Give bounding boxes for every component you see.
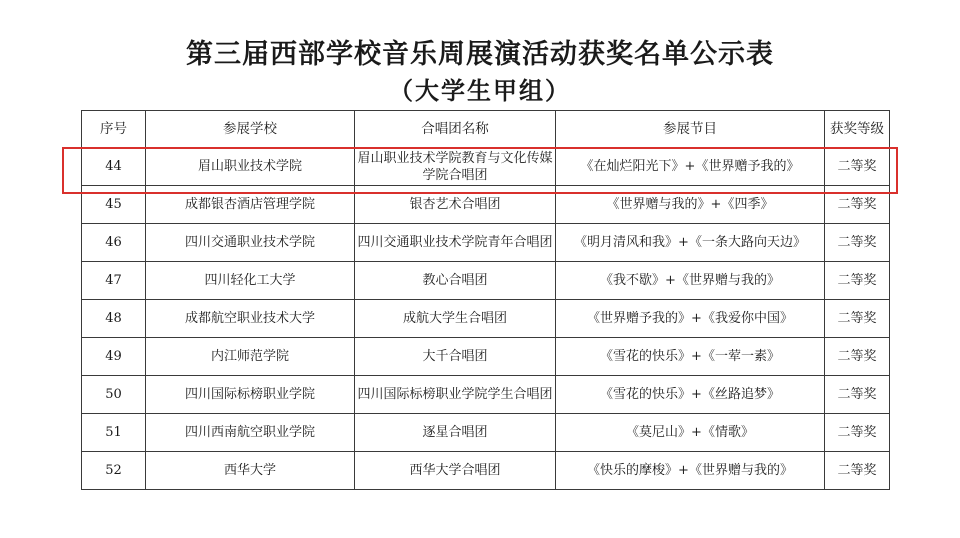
cell-award: 二等奖 bbox=[825, 452, 890, 490]
table-row bbox=[82, 300, 890, 338]
cell-choir: 成航大学生合唱团 bbox=[355, 300, 556, 338]
table-row bbox=[82, 376, 890, 414]
cell-index: 52 bbox=[82, 452, 146, 490]
cell-school: 四川西南航空职业学院 bbox=[146, 414, 355, 452]
cell-index: 44 bbox=[82, 148, 146, 186]
header-program: 参展节目 bbox=[556, 111, 825, 148]
cell-program: 《雪花的快乐》+《一荤一素》 bbox=[556, 338, 825, 376]
page-subtitle: （大学生甲组） bbox=[389, 76, 571, 105]
cell-choir: 教心合唱团 bbox=[355, 262, 556, 300]
cell-choir: 眉山职业技术学院教育与文化传媒学院合唱团 bbox=[355, 148, 556, 186]
cell-program: 《我不歇》+《世界赠与我的》 bbox=[556, 262, 825, 300]
cell-award: 二等奖 bbox=[825, 148, 890, 186]
awards-table bbox=[81, 110, 890, 490]
cell-choir: 大千合唱团 bbox=[355, 338, 556, 376]
cell-school: 四川交通职业技术学院 bbox=[146, 224, 355, 262]
cell-index: 46 bbox=[82, 224, 146, 262]
cell-school: 成都航空职业技术大学 bbox=[146, 300, 355, 338]
table-row bbox=[82, 414, 890, 452]
page-title: 第三届西部学校音乐周展演活动获奖名单公示表 bbox=[186, 39, 774, 70]
table-row bbox=[82, 186, 890, 224]
cell-award: 二等奖 bbox=[825, 376, 890, 414]
cell-index: 51 bbox=[82, 414, 146, 452]
cell-award: 二等奖 bbox=[825, 224, 890, 262]
cell-index: 48 bbox=[82, 300, 146, 338]
cell-award: 二等奖 bbox=[825, 262, 890, 300]
cell-school: 眉山职业技术学院 bbox=[146, 148, 355, 186]
table-row bbox=[82, 224, 890, 262]
cell-program: 《快乐的摩梭》+《世界赠与我的》 bbox=[556, 452, 825, 490]
cell-school: 四川轻化工大学 bbox=[146, 262, 355, 300]
cell-choir: 四川国际标榜职业学院学生合唱团 bbox=[355, 376, 556, 414]
table-row bbox=[82, 148, 890, 186]
cell-school: 西华大学 bbox=[146, 452, 355, 490]
cell-program: 《明月清风和我》+《一条大路向天边》 bbox=[556, 224, 825, 262]
cell-choir: 逐星合唱团 bbox=[355, 414, 556, 452]
header-choir: 合唱团名称 bbox=[355, 111, 556, 148]
cell-program: 《世界赠与我的》+《四季》 bbox=[556, 186, 825, 224]
cell-choir: 四川交通职业技术学院青年合唱团 bbox=[355, 224, 556, 262]
cell-index: 50 bbox=[82, 376, 146, 414]
cell-program: 《雪花的快乐》+《丝路追梦》 bbox=[556, 376, 825, 414]
cell-choir: 西华大学合唱团 bbox=[355, 452, 556, 490]
cell-choir: 银杏艺术合唱团 bbox=[355, 186, 556, 224]
cell-program: 《在灿烂阳光下》+《世界赠予我的》 bbox=[556, 148, 825, 186]
cell-index: 49 bbox=[82, 338, 146, 376]
cell-index: 47 bbox=[82, 262, 146, 300]
cell-award: 二等奖 bbox=[825, 300, 890, 338]
cell-school: 成都银杏酒店管理学院 bbox=[146, 186, 355, 224]
header-school: 参展学校 bbox=[146, 111, 355, 148]
cell-index: 45 bbox=[82, 186, 146, 224]
table-row bbox=[82, 452, 890, 490]
cell-award: 二等奖 bbox=[825, 186, 890, 224]
cell-school: 四川国际标榜职业学院 bbox=[146, 376, 355, 414]
header-award: 获奖等级 bbox=[825, 111, 890, 148]
cell-award: 二等奖 bbox=[825, 414, 890, 452]
cell-award: 二等奖 bbox=[825, 338, 890, 376]
cell-program: 《莫尼山》+《情歌》 bbox=[556, 414, 825, 452]
cell-school: 内江师范学院 bbox=[146, 338, 355, 376]
header-index: 序号 bbox=[82, 111, 146, 148]
cell-program: 《世界赠予我的》+《我爱你中国》 bbox=[556, 300, 825, 338]
table-row bbox=[82, 262, 890, 300]
table-header-row bbox=[82, 111, 890, 148]
table-row bbox=[82, 338, 890, 376]
